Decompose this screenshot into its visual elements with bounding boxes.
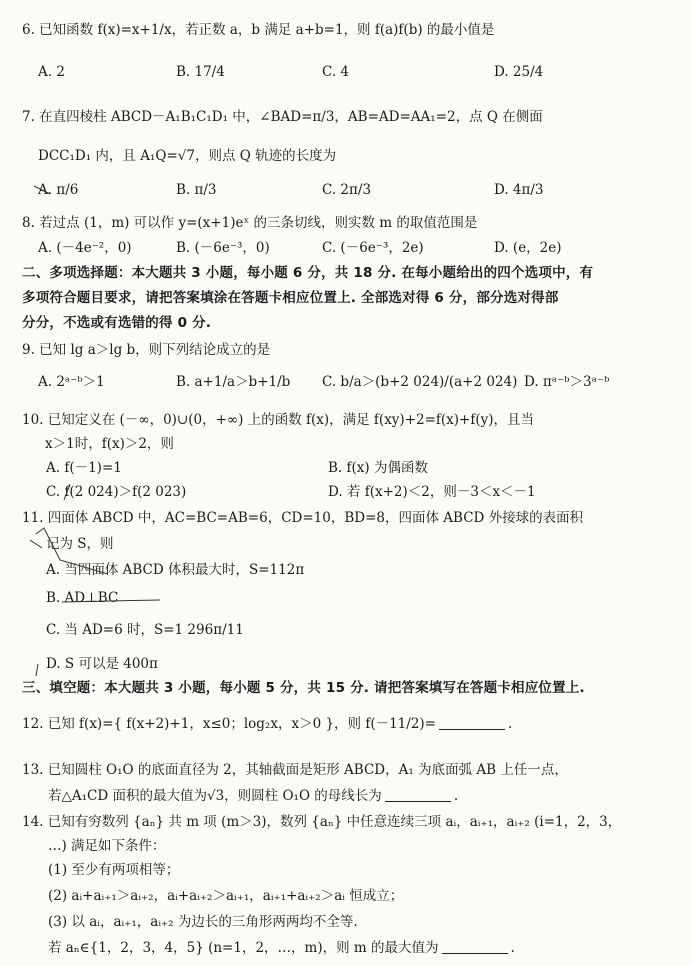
q7-stem-line1: 7. 在直四棱柱 ABCD－A₁B₁C₁D₁ 中，∠BAD=π/3，AB=AD=AA₁=2，点 Q 在侧面 [22, 109, 543, 125]
q7-option-d: D. 4π/3 [494, 182, 544, 198]
q13-answer-blank[interactable] [385, 787, 451, 802]
q14-stem-line2: …) 满足如下条件： [48, 838, 166, 854]
q11-option-d: D. S 可以是 400π [46, 656, 158, 672]
q11-stem-line2: 记为 S，则 [46, 536, 114, 552]
q8-option-d: D. (e，2e) [494, 240, 562, 256]
section2-heading-line3: 分分，不选或有选错的得 0 分. [22, 315, 212, 331]
q13-stem-line2: 若△A₁CD 面积的最大值为√3，则圆柱 O₁O 的母线长为 [48, 788, 382, 804]
q7-option-b: B. π/3 [176, 182, 217, 198]
q11-option-c: C. 当 AD=6 时，S=1 296π/11 [46, 622, 244, 638]
q9-stem: 9. 已知 lg a＞lg b，则下列结论成立的是 [22, 342, 271, 358]
q8-option-b: B. (－6e⁻³，0) [176, 240, 270, 256]
q10-option-b: B. f(x) 为偶函数 [328, 460, 428, 476]
q14-tail: . [510, 940, 515, 956]
q6-option-c: C. 4 [322, 64, 350, 80]
q8-option-c: C. (－6e⁻³，2e) [322, 240, 424, 256]
q9-option-d: D. πᵃ⁻ᵇ＞3ᵃ⁻ᵇ [524, 374, 610, 390]
q13-stem-line1: 13. 已知圆柱 O₁O 的底面直径为 2，其轴截面是矩形 ABCD，A₁ 为底面弧 AB 上任一点， [22, 762, 568, 778]
q10-stem-line1: 10. 已知定义在 (－∞，0)∪(0，+∞) 上的函数 f(x)，满足 f(xy)+2=f(x)+f(y)，且当 [22, 412, 535, 428]
q13-tail: . [453, 788, 459, 804]
q10-option-c: C. f(2 024)＞f(2 023) [46, 484, 187, 500]
q12-stem: 12. 已知 f(x)={ f(x+2)+1，x≤0；log₂x，x＞0 }，则 f(－11/2)= [22, 716, 436, 732]
section2-heading-line2: 多项符合题目要求，请把答案填涂在答题卡相应位置上. 全部选对得 6 分，部分选对得部 [22, 290, 559, 306]
q12-tail: . [508, 716, 513, 732]
q11-option-b: B. AD⊥BC [46, 590, 119, 606]
q14-condition-2: (2) aᵢ+aᵢ₊₁＞aᵢ₊₂，aᵢ+aᵢ₊₂＞aᵢ₊₁，aᵢ₊₁+aᵢ₊₂＞aᵢ 恒成立； [48, 888, 404, 904]
q10-option-d: D. 若 f(x+2)＜2，则－3＜x＜－1 [328, 484, 536, 500]
q11-stem-line1: 11. 四面体 ABCD 中，AC=BC=AB=6，CD=10，BD=8，四面体 ABCD 外接球的表面积 [22, 510, 584, 526]
q14-condition-1: (1) 至少有两项相等； [48, 862, 180, 878]
q12-answer-blank[interactable] [439, 715, 505, 730]
q14-condition-3: (3) 以 aᵢ，aᵢ₊₁，aᵢ₊₂ 为边长的三角形两两均不全等. [48, 914, 358, 930]
q6-option-d: D. 25/4 [494, 64, 544, 80]
q8-stem: 8. 若过点 (1，m) 可以作 y=(x+1)eˣ 的三条切线，则实数 m 的取值范围是 [22, 215, 478, 231]
q9-option-b: B. a+1/a＞b+1/b [176, 374, 291, 390]
q12-line [22, 714, 674, 734]
q14-stem-line1: 14. 已知有穷数列 {aₙ} 共 m 项 (m＞3)，数列 {aₙ} 中任意连续三项 aᵢ，aᵢ₊₁，aᵢ₊₂ (i=1，2，3， [22, 814, 622, 830]
section3-heading: 三、填空题：本大题共 3 小题，每小题 5 分，共 15 分. 请把答案填写在答题卡相应位置上. [22, 680, 585, 696]
q8-option-a: A. (－4e⁻²，0) [38, 240, 132, 256]
q7-stem-line2: DCC₁D₁ 内，且 A₁Q=√7，则点 Q 轨迹的长度为 [38, 148, 337, 164]
q10-option-a: A. f(－1)=1 [46, 460, 122, 476]
q6-stem: 6. 已知函数 f(x)=x+1/x，若正数 a，b 满足 a+b=1，则 f(a)f(b) 的最小值是 [22, 22, 495, 38]
section2-heading-line1: 二、多项选择题：本大题共 3 小题，每小题 6 分，共 18 分. 在每小题给出的四个选项中，有 [22, 265, 594, 281]
q14-last-line [48, 938, 674, 958]
q14-last: 若 aₙ∈{1，2，3，4，5} (n=1，2，…，m)，则 m 的最大值为 [48, 940, 439, 956]
q9-option-c: C. b/a＞(b+2 024)/(a+2 024) [322, 374, 518, 390]
q6-option-b: B. 17/4 [176, 64, 225, 80]
q9-option-a: A. 2ᵃ⁻ᵇ＞1 [38, 374, 105, 390]
q7-option-c: C. 2π/3 [322, 182, 372, 198]
q6-option-a: A. 2 [38, 64, 65, 80]
q13-line2 [48, 786, 674, 806]
q7-option-a: A. π/6 [38, 182, 79, 198]
q10-stem-line2: x＞1时，f(x)＞2，则 [45, 436, 174, 452]
q14-answer-blank[interactable] [442, 939, 508, 954]
q11-tick-mark [36, 664, 38, 676]
q11-option-a: A. 当四面体 ABCD 体积最大时，S=112π [46, 562, 305, 578]
